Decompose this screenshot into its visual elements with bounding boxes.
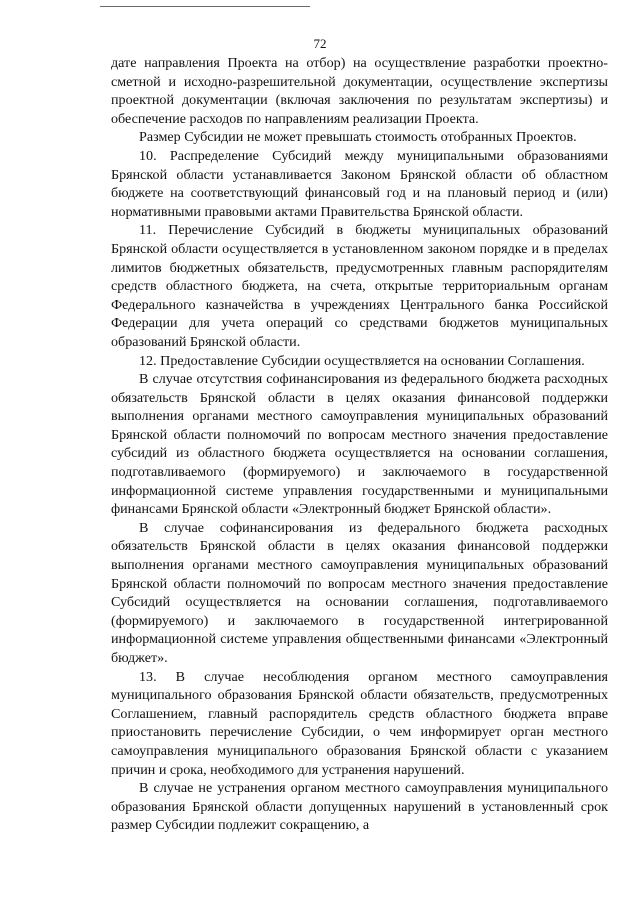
- page-number: 72: [313, 36, 327, 51]
- paragraph-cofinancing: В случае софинансирования из федерального бюджета расходных обязательств Брянской области в целях оказания финансовой поддержки выполнения органами местного самоуправления муниципальных образований Брянской области полномочий по вопросам местного значения предоставление Субсидий осуществляется на основании соглашения, подготавливаемого (формируемого) и заключаемого в государственной интегрированной информационной системе управления общественными финансами «Электронный бюджет».: [111, 519, 608, 666]
- paragraph-item-10: 10. Распределение Субсидий между муниципальными образованиями Брянской области устанавливается Законом Брянской области об областном бюджете на соответствующий финансовый год и на плановый период и (или) нормативными правовыми актами Правительства Брянской области.: [111, 147, 608, 220]
- top-edge-rule: [100, 6, 310, 7]
- paragraph-no-cofinancing: В случае отсутствия софинансирования из федерального бюджета расходных обязательств Брянской области в целях оказания финансовой поддержки выполнения органами местного самоуправления муниципальных образований Брянской области полномочий по вопросам местного значения предоставление субсидий из областного бюджета осуществляется на основании соглашения, подготавливаемого (формируемого) и заключаемого в государственной информационной системе управления государственными и муниципальными финансами Брянской области «Электронный бюджет Брянской области».: [111, 371, 608, 518]
- body-text: [111, 54, 608, 835]
- paragraph-item-12: 12. Предоставление Субсидии осуществляется на основании Соглашения.: [139, 352, 585, 369]
- paragraph-item-13: 13. В случае несоблюдения органом местного самоуправления муниципального образования Брянской области обязательств, предусмотренных Соглашением, главный распорядитель средств областного бюджета вправе приостановить перечисление Субсидии, о чем информирует орган местного самоуправления муниципального образования Брянской области с указанием причин и срока, необходимого для устранения нарушений.: [111, 668, 608, 778]
- paragraph-item-11: 11. Перечисление Субсидий в бюджеты муниципальных образований Брянской области осуществляется в установленном законом порядке и в пределах лимитов бюджетных обязательств, предусмотренных главным распорядителям средств областного бюджета, на счета, открытые территориальным органам Федерального казначейства в учреждениях Центрального банка Российской Федерации для учета операций со средствами бюджетов муниципальных образований Брянской области.: [111, 222, 608, 350]
- paragraph-continuation: дате направления Проекта на отбор) на осуществление разработки проектно-сметной и исходно-разрешительной документации, осуществление экспертизы проектной документации (включая заключения по результатам экспертизы) и обеспечение расходов по направлениям реализации Проекта.: [111, 55, 608, 127]
- paragraph-subsidy-limit: Размер Субсидии не может превышать стоимость отобранных Проектов.: [139, 129, 577, 146]
- paragraph-violations: В случае не устранения органом местного самоуправления муниципального образования Брянской области допущенных нарушений в установленный срок размер Субсидии подлежит сокращению, а: [111, 780, 608, 834]
